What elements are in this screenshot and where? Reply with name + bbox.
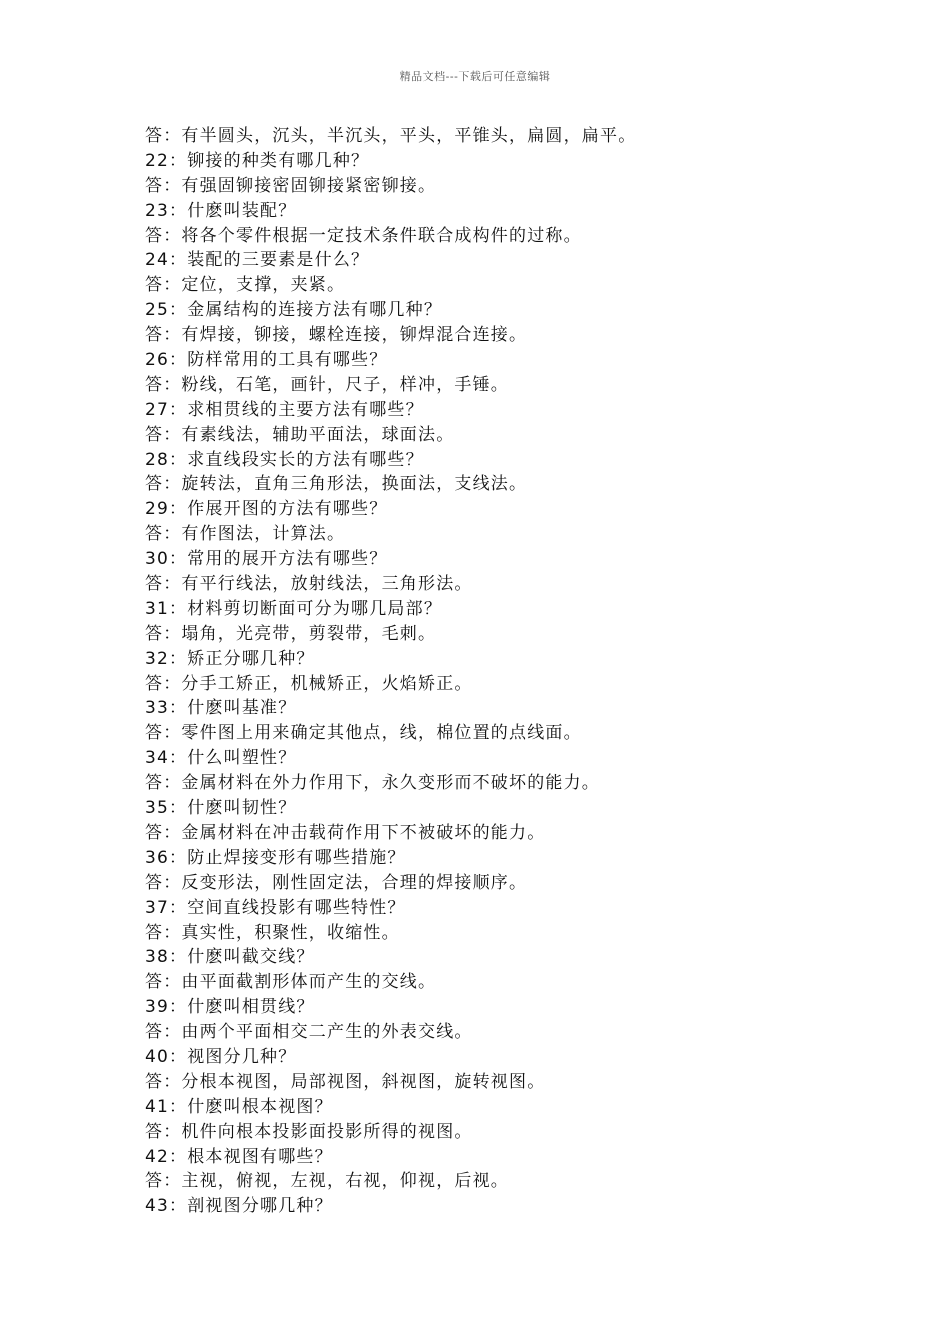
question-line: 31：材料剪切断面可分为哪几局部？	[145, 598, 443, 619]
question-line: 38：什麽叫截交线？	[145, 947, 315, 968]
answer-line: 答：有作图法，计算法。	[145, 524, 346, 545]
answer-line: 答：有半圆头，沉头，半沉头，平头，平锥头，扁圆，扁平。	[145, 126, 637, 146]
question-line: 28：求直线段实长的方法有哪些？	[145, 449, 424, 470]
answer-line: 答：金属材料在冲击载荷作用下不被破坏的能力。	[145, 822, 546, 843]
answer-line: 答：将各个零件根据一定技术条件联合成构件的过称。	[145, 225, 582, 246]
answer-line: 答：有平行线法，放射线法，三角形法。	[145, 574, 473, 595]
question-line: 34：什么叫塑性？	[145, 748, 297, 769]
answer-line: 答：分根本视图，局部视图，斜视图，旋转视图。	[145, 1071, 546, 1092]
answer-line: 答：有素线法，辅助平面法，球面法。	[145, 424, 455, 445]
answer-line: 答：有焊接，铆接，螺栓连接，铆焊混合连接。	[145, 325, 528, 346]
answer-line: 答：塌角，光亮带，剪裂带，毛刺。	[145, 623, 437, 644]
question-line: 36：防止焊接变形有哪些措施？	[145, 847, 406, 868]
question-line: 23：什麽叫装配？	[145, 200, 297, 221]
answer-line: 答：真实性，积聚性，收缩性。	[145, 922, 400, 943]
question-line: 29：作展开图的方法有哪些？	[145, 499, 388, 520]
question-line: 27：求相贯线的主要方法有哪些？	[145, 399, 424, 420]
answer-line: 答：主视，俯视，左视，右视，仰视，后视。	[145, 1171, 509, 1192]
question-line: 32：矫正分哪几种？	[145, 648, 315, 669]
question-line: 26：防样常用的工具有哪些？	[145, 350, 388, 371]
question-line: 43：剖视图分哪几种？	[145, 1196, 333, 1217]
question-line: 30：常用的展开方法有哪些？	[145, 549, 388, 570]
answer-line: 答：分手工矫正，机械矫正，火焰矫正。	[145, 673, 473, 694]
answer-line: 答：由平面截割形体而产生的交线。	[145, 972, 437, 993]
page-header: 精品文档---下载后可任意编辑	[399, 70, 551, 83]
question-line: 42：根本视图有哪些？	[145, 1146, 333, 1167]
question-line: 39：什麽叫相贯线？	[145, 997, 315, 1018]
answer-line: 答：反变形法，刚性固定法，合理的焊接顺序。	[145, 872, 528, 893]
answer-line: 答：由两个平面相交二产生的外表交线。	[145, 1022, 473, 1043]
question-line: 41：什麽叫根本视图？	[145, 1096, 333, 1117]
question-line: 37：空间直线投影有哪些特性？	[145, 897, 406, 918]
question-line: 22：铆接的种类有哪几种？	[145, 150, 370, 171]
answer-line: 答：金属材料在外力作用下，永久变形而不破坏的能力。	[145, 773, 600, 794]
answer-line: 答：零件图上用来确定其他点，线，棉位置的点线面。	[145, 723, 582, 744]
answer-line: 答：定位，支撑，夹紧。	[145, 275, 346, 296]
question-line: 35：什麽叫韧性？	[145, 798, 297, 819]
question-line: 25：金属结构的连接方法有哪几种？	[145, 300, 443, 321]
answer-line: 答：机件向根本投影面投影所得的视图。	[145, 1121, 473, 1142]
qa-list	[145, 124, 905, 1219]
question-line: 33：什麽叫基准？	[145, 698, 297, 719]
answer-line: 答：有强固铆接密固铆接紧密铆接。	[145, 175, 437, 196]
answer-line: 答：旋转法，直角三角形法，换面法，支线法。	[145, 474, 528, 495]
question-line: 24：装配的三要素是什么？	[145, 250, 370, 271]
question-line: 40：视图分几种？	[145, 1046, 297, 1067]
answer-line: 答：粉线，石笔，画针，尺子，样冲，手锤。	[145, 374, 509, 395]
